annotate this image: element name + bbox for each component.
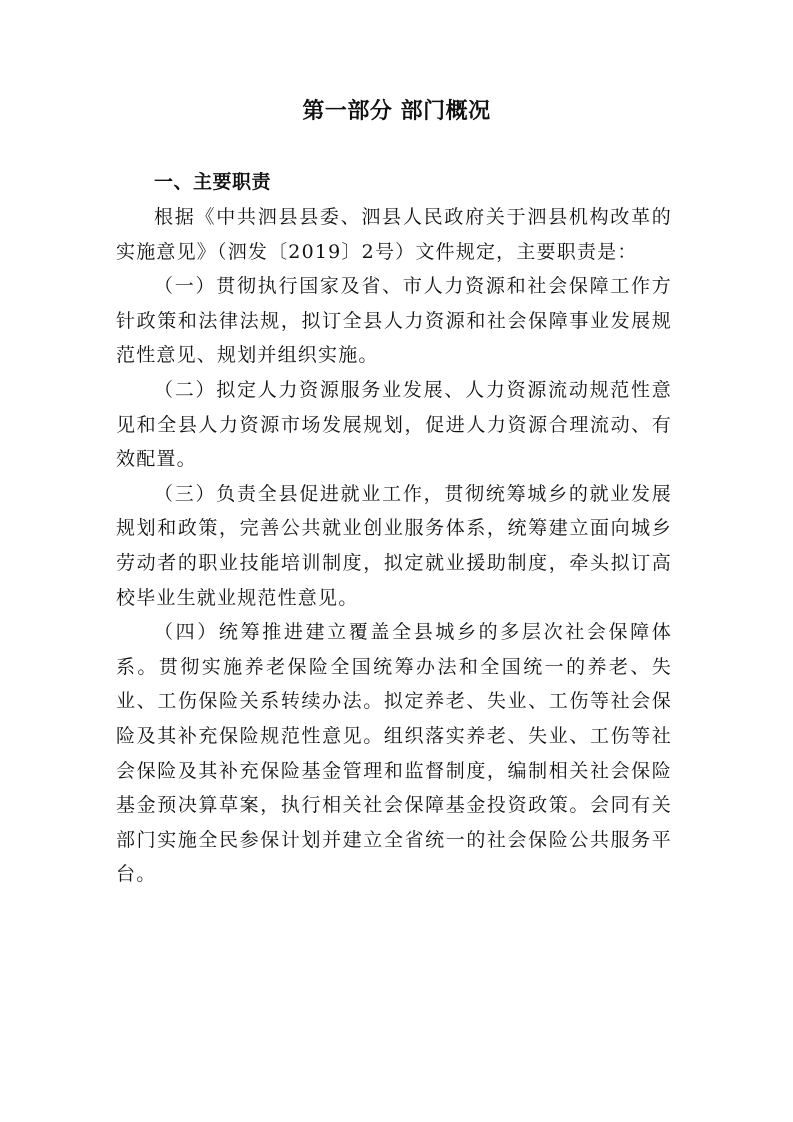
paragraph-intro: 根据《中共泗县县委、泗县人民政府关于泗县机构改革的实施意见》（泗发〔2019〕2号）文件规定，主要职责是： xyxy=(116,206,672,263)
page-title: 第一部分 部门概况 xyxy=(302,99,491,124)
section-heading: 一、主要职责 xyxy=(154,171,272,193)
paragraph-item-3: （三）负责全县促进就业工作，贯彻统筹城乡的就业发展规划和政策，完善公共就业创业服务体系，统筹建立面向城乡劳动者的职业技能培训制度，拟定就业援助制度，牵头拟订高校毕业生就业规范性意见。 xyxy=(116,482,672,609)
paragraph-item-4: （四）统筹推进建立覆盖全县城乡的多层次社会保障体系。贯彻实施养老保险全国统筹办法和全国统一的养老、失业、工伤保险关系转续办法。拟定养老、失业、工伤等社会保险及其补充保险规范性意见。组织落实养老、失业、工伤等社会保险及其补充保险基金管理和监督制度，编制相关社会保险基金预决算草案，执行相关社会保障基金投资政策。会同有关部门实施全民参保计划并建立全省统一的社会保险公共服务平台。 xyxy=(116,621,672,886)
paragraph-item-1: （一）贯彻执行国家及省、市人力资源和社会保障工作方针政策和法律法规，拟订全县人力资源和社会保障事业发展规范性意见、规划并组织实施。 xyxy=(116,275,672,367)
document-body xyxy=(116,200,672,892)
paragraph-item-2: （二）拟定人力资源服务业发展、人力资源流动规范性意见和全县人力资源市场发展规划，促进人力资源合理流动、有效配置。 xyxy=(116,378,672,471)
